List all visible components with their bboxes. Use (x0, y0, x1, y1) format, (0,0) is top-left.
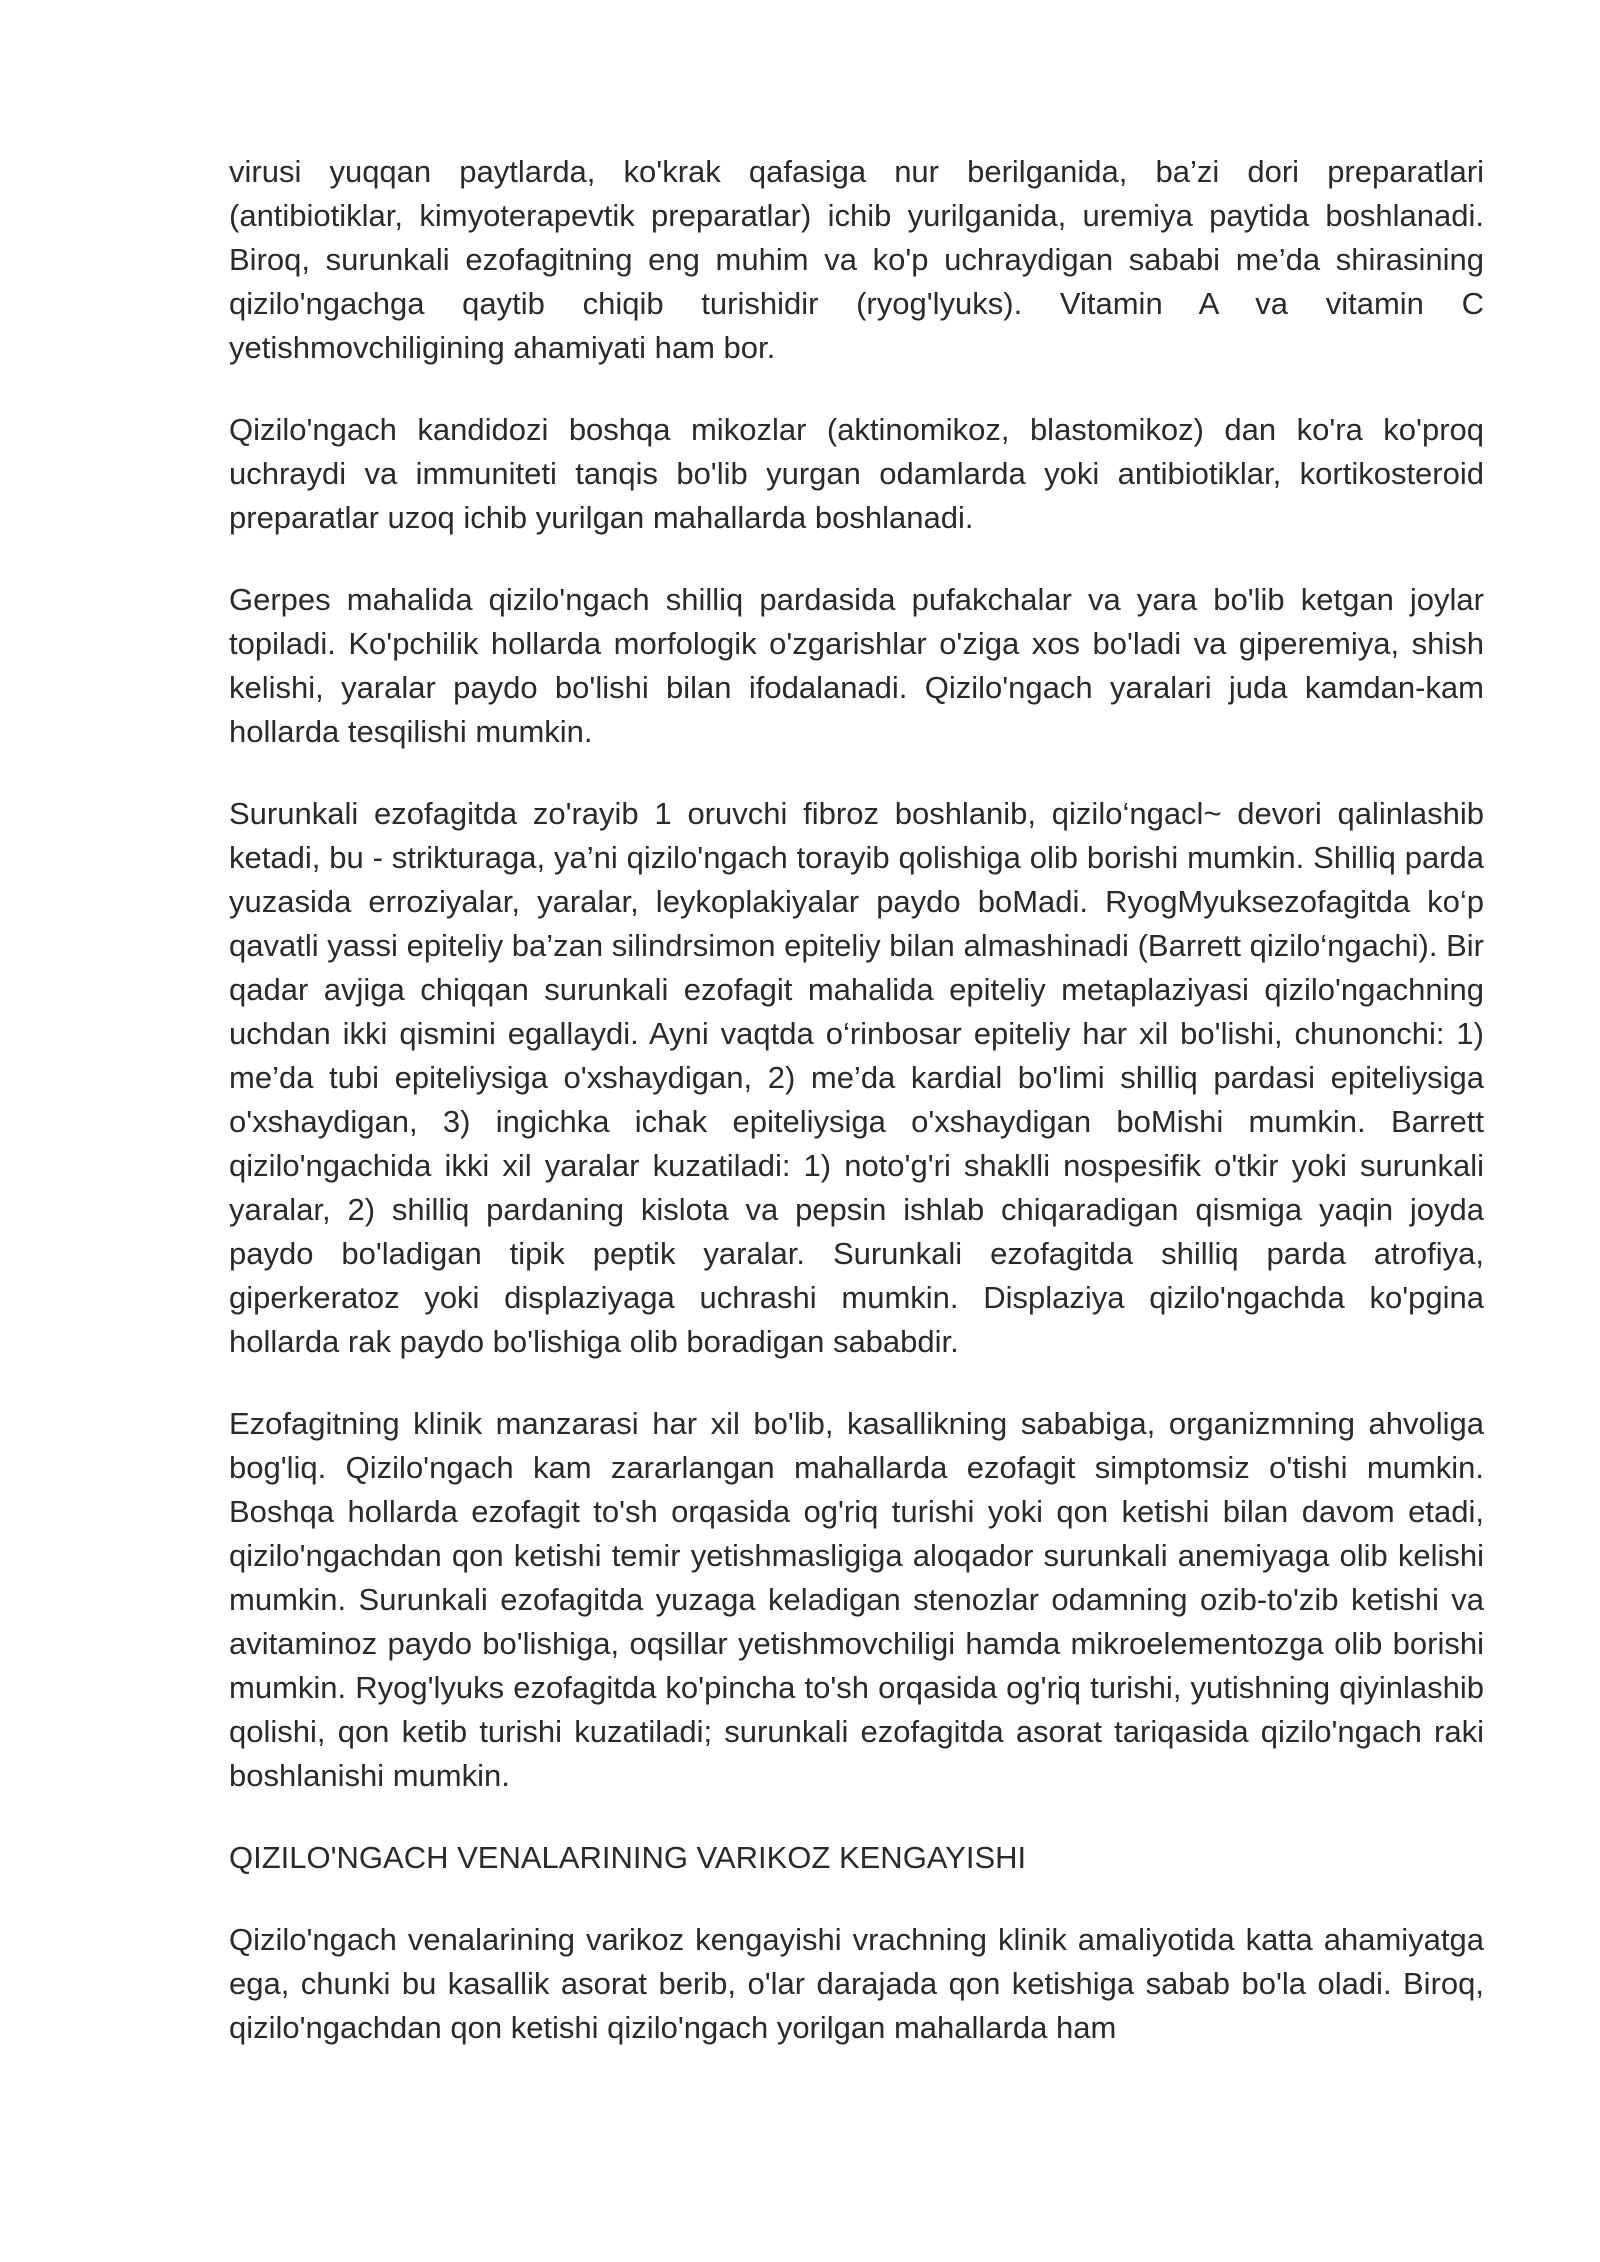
paragraph-varicose-veins: Qizilo'ngach venalarining varikoz kengayishi vrachning klinik amaliyotida katta ahamiyatga ega, chunki bu kasallik asorat berib, o'lar darajada qon ketishiga sabab bo'la oladi. Biroq, qizilo'ngachdan qon ketishi qizilo'ngach yorilgan mahallarda ham (229, 1922, 1484, 2045)
paragraph-candidiasis: Qizilo'ngach kandidozi boshqa mikozlar (aktinomikoz, blastomikoz) dan ko'ra ko'proq uchraydi va immuniteti tanqis bo'lib yurgan odamlarda yoki antibiotiklar, kortikosteroid preparatlar uzoq ichib yurilgan mahallarda boshlanadi. (229, 412, 1484, 535)
paragraph-causes: virusi yuqqan paytlarda, ko'krak qafasiga nur berilganida, ba’zi dori preparatlari (antibiotiklar, kimyoterapevtik preparatlar) ichib yurilganida, uremiya paytida boshlanadi. Biroq, surunkali ezofagitning eng muhim va ko'p uchraydigan sababi me’da shirasining qizilo'ngachga qaytib chiqib turishidir (ryog'lyuks). Vitamin A va vitamin C yetishmovchiligining ahamiyati ham bor. (229, 154, 1484, 365)
document-body (229, 150, 1484, 2050)
paragraph-chronic-esophagitis: Surunkali ezofagitda zo'rayib 1 oruvchi fibroz boshlanib, qizilo‘ngacl~ devori qalinlashib ketadi, bu - strikturaga, ya’ni qizilo'ngach torayib qolishiga olib borishi mumkin. Shilliq parda yuzasida erroziyalar, yaralar, leykoplakiyalar paydo boMadi. RyogMyuksezofagitda ko‘p qavatli yassi epiteliy ba’zan silindrsimon epiteliy bilan almashinadi (Barrett qizilo‘ngachi). Bir qadar avjiga chiqqan surunkali ezofagit mahalida epiteliy metaplaziyasi qizilo'ngachning uchdan ikki qismini egallaydi. Ayni vaqtda o‘rinbosar epiteliy har xil bo'lishi, chunonchi: 1) me’da tubi epiteliysiga o'xshaydigan, 2) me’da kardial bo'limi shilliq pardasi epiteliysiga o'xshaydigan, 3) ingichka ichak epiteliysiga o'xshaydigan boMishi mumkin. Barrett qizilo'ngachida ikki xil yaralar kuzatiladi: 1) noto'g'ri shaklli nospesifik o'tkir yoki surunkali yaralar, 2) shilliq pardaning kislota va pepsin ishlab chiqaradigan qismiga yaqin joyda paydo bo'ladigan tipik peptik yaralar. Surunkali ezofagitda shilliq parda atrofiya, giperkeratoz yoki displaziyaga uchrashi mumkin. Displaziya qizilo'ngachda ko'pgina hollarda rak paydo bo'lishiga olib boradigan sababdir. (229, 796, 1484, 1359)
paragraph-herpes: Gerpes mahalida qizilo'ngach shilliq pardasida pufakchalar va yara bo'lib ketgan joylar topiladi. Ko'pchilik hollarda morfologik o'zgarishlar o'ziga xos bo'ladi va giperemiya, shish kelishi, yaralar paydo bo'lishi bilan ifodalanadi. Qizilo'ngach yaralari juda kamdan-kam hollarda tesqilishi mumkin. (229, 582, 1484, 749)
section-heading: QIZILO'NGACH VENALARINING VARIKOZ KENGAYISHI (229, 1840, 1027, 1875)
paragraph-clinical-picture: Ezofagitning klinik manzarasi har xil bo'lib, kasallikning sababiga, organizmning ahvoliga bog'liq. Qizilo'ngach kam zararlangan mahallarda ezofagit simptomsiz o'tishi mumkin. Boshqa hollarda ezofagit to'sh orqasida og'riq turishi yoki qon ketishi bilan davom etadi, qizilo'ngachdan qon ketishi temir yetishmasligiga aloqador surunkali anemiyaga olib kelishi mumkin. Surunkali ezofagitda yuzaga keladigan stenozlar odamning ozib-to'zib ketishi va avitaminoz paydo bo'lishiga, oqsillar yetishmovchiligi hamda mikroelementozga olib borishi mumkin. Ryog'lyuks ezofagitda ko'pincha to'sh orqasida og'riq turishi, yutishning qiyinlashib qolishi, qon ketib turishi kuzatiladi; surunkali ezofagitda asorat tariqasida qizilo'ngach raki boshlanishi mumkin. (229, 1406, 1484, 1793)
